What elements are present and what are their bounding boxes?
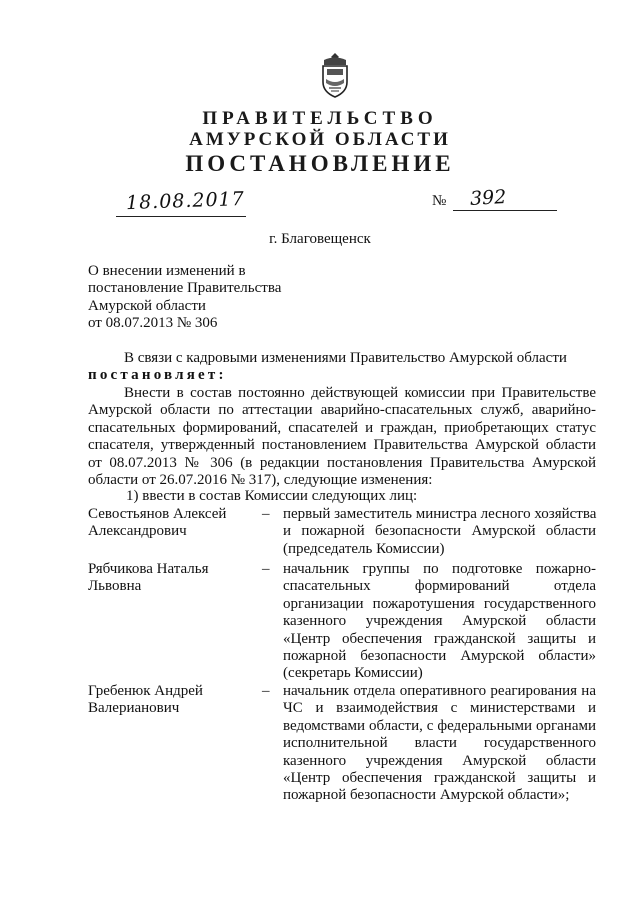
- list-item-1: 1) ввести в состав Комиссии следующих лиц:: [126, 488, 418, 504]
- subject-line: Амурской области: [88, 297, 206, 314]
- subject-block: [88, 263, 281, 333]
- member-role-line: организации пожаротушения государственного: [283, 595, 596, 612]
- government-title: ПРАВИТЕЛЬСТВО: [202, 108, 438, 129]
- member-role-line: казенного учреждения Амурской области: [283, 752, 596, 769]
- member-role-line: начальник группы по подготовке пожарно-: [283, 561, 596, 577]
- body-paragraph: Внести в состав постоянно действующей комиссии при Правительстве Амурской области по аттестации аварийно-спасательных служб, аварийно-спасательных формирований, спасателей и граждан, приобретающих статус спасателя, утвержденный постановлением Правительства Амурской области от 08.07.2013 № 306 (в редакции постановления Правительства Амурской области от 26.07.2016 № 317), следующие изменения:: [88, 385, 596, 489]
- member-role: [283, 506, 596, 558]
- member-name: [88, 683, 266, 718]
- member-name-line: Рябчикова Наталья: [88, 561, 209, 577]
- member-role-line: казенного учреждения Амурской области: [283, 613, 596, 630]
- member-dash: –: [262, 561, 270, 577]
- member-role-line: ЧС и взаимодействия с министерствами и: [283, 700, 596, 717]
- handwritten-date: 18.08.2017: [125, 187, 246, 215]
- member-dash: –: [262, 683, 270, 699]
- city-line: г. Благовещенск: [269, 231, 371, 247]
- member-role-line: и пожарной безопасности Амурской области: [283, 523, 596, 540]
- member-name-line: Львовна: [88, 578, 142, 595]
- intro-paragraph: В связи с кадровыми изменениями Правительство Амурской области: [124, 350, 567, 366]
- member-role-line: первый заместитель министра лесного хозяйства: [283, 506, 597, 522]
- member-role-line: начальник отдела оперативного реагирования на: [283, 683, 596, 699]
- member-dash: –: [262, 506, 270, 522]
- document-type-title: ПОСТАНОВЛЕНИЕ: [185, 151, 455, 176]
- member-name-line: Гребенюк Андрей: [88, 683, 203, 699]
- region-title: АМУРСКОЙ ОБЛАСТИ: [189, 129, 451, 150]
- member-role-line: (секретарь Комиссии): [283, 665, 423, 682]
- subject-line: О внесении изменений в: [88, 263, 246, 279]
- subject-line: от 08.07.2013 № 306: [88, 315, 218, 332]
- member-role-line: ведомствами области, с федеральными органами: [283, 717, 596, 734]
- member-name: [88, 506, 266, 541]
- handwritten-number: 392: [469, 186, 507, 210]
- member-role-line: спасательных формирований отдела: [283, 578, 596, 595]
- subject-line: постановление Правительства: [88, 280, 282, 297]
- member-role-line: пожарной безопасности Амурской области»;: [283, 787, 570, 804]
- member-role-line: «Центр обеспечения гражданской защиты и: [283, 630, 596, 647]
- member-name-line: Александрович: [88, 523, 187, 540]
- member-role-line: исполнительной власти государственного: [283, 735, 596, 752]
- date-underline: [116, 216, 246, 217]
- member-role-line: «Центр обеспечения гражданской защиты и: [283, 770, 596, 787]
- number-underline: [453, 210, 557, 211]
- number-sign: №: [432, 193, 447, 209]
- member-name-line: Валерианович: [88, 700, 180, 717]
- resolves-keyword: постановляет:: [88, 367, 227, 383]
- member-name-line: Севостьянов Алексей: [88, 506, 227, 522]
- member-role-line: (председатель Комиссии): [283, 540, 445, 557]
- member-role: [283, 683, 596, 805]
- coat-of-arms-emblem-icon: [318, 52, 352, 98]
- member-name: [88, 561, 266, 596]
- member-role: [283, 561, 596, 683]
- member-role-line: пожарной безопасности Амурской области»: [283, 648, 596, 665]
